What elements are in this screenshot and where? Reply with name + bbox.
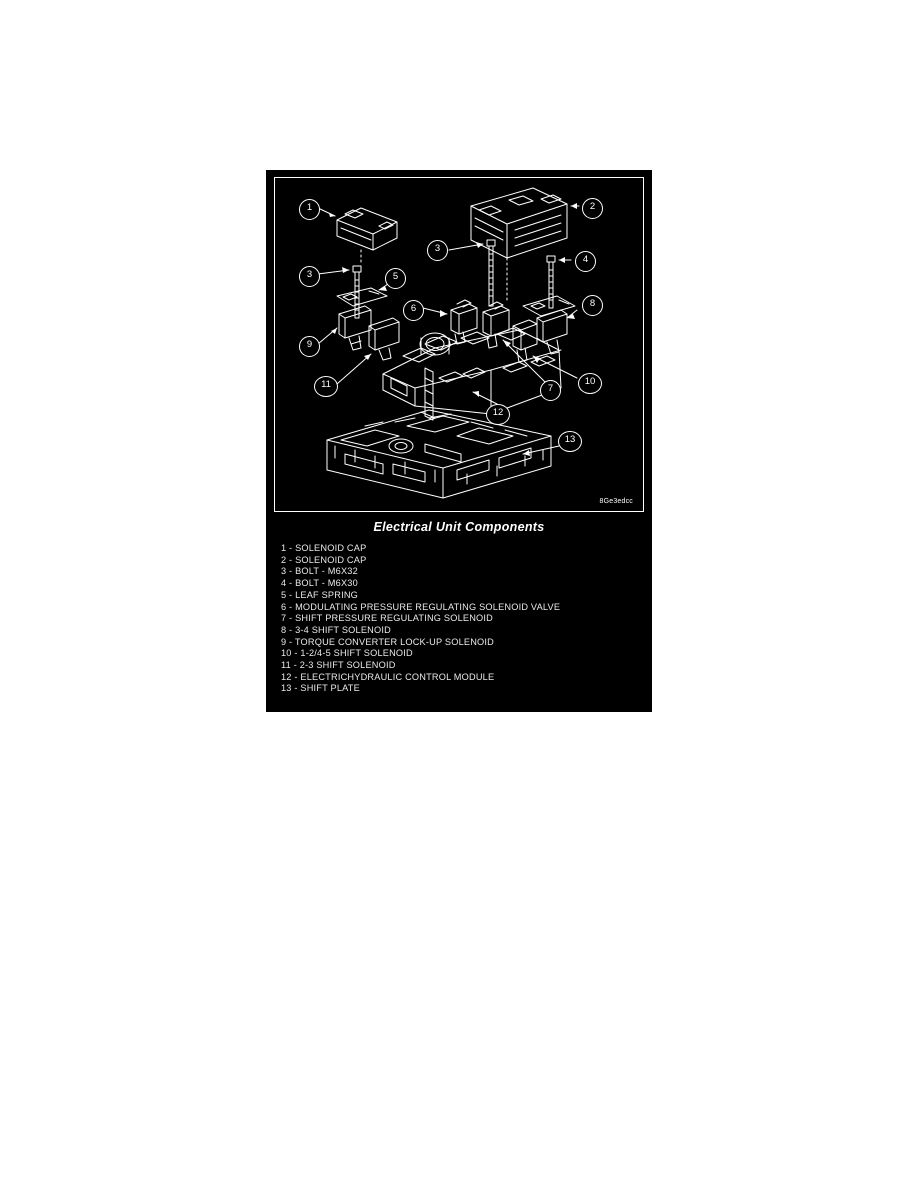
callout-6[interactable]: 6 (403, 300, 424, 321)
callout-3-left[interactable]: 3 (299, 266, 320, 287)
callout-2[interactable]: 2 (582, 198, 603, 219)
illustration-drawing (275, 178, 643, 511)
shift-solenoid-2-3-shape (369, 318, 399, 360)
exploded-view-illustration (274, 177, 644, 512)
callout-9[interactable]: 9 (299, 336, 320, 357)
figure-block (266, 170, 652, 712)
solenoid-cap-2-shape (471, 188, 567, 258)
legend-list (266, 543, 652, 695)
bolt-m6x30-shape (547, 256, 555, 308)
list-item: 12 - ELECTRICHYDRAULIC CONTROL MODULE (281, 671, 495, 682)
callout-3-center[interactable]: 3 (427, 240, 448, 261)
callout-12[interactable]: 12 (486, 404, 510, 425)
leaf-spring-left-shape (337, 288, 387, 306)
callout-8[interactable]: 8 (582, 295, 603, 316)
shift-plate-shape (327, 410, 551, 498)
list-item: 10 - 1-2/4-5 SHIFT SOLENOID (281, 648, 413, 659)
list-item: 6 - MODULATING PRESSURE REGULATING SOLENOID VALVE (281, 601, 561, 612)
shift-solenoid-3-4-shape (537, 310, 567, 354)
figure-code: 8Ge3edcc (599, 498, 633, 505)
list-item: 5 - LEAF SPRING (281, 589, 359, 600)
list-item: 13 - SHIFT PLATE (281, 683, 360, 694)
list-item: 3 - BOLT - M6X32 (281, 566, 358, 577)
callout-13[interactable]: 13 (558, 431, 582, 452)
list-item: 7 - SHIFT PRESSURE REGULATING SOLENOID (281, 613, 493, 624)
callout-5[interactable]: 5 (385, 268, 406, 289)
callout-11[interactable]: 11 (314, 376, 338, 397)
callout-7[interactable]: 7 (540, 380, 561, 401)
list-item: 2 - SOLENOID CAP (281, 554, 367, 565)
electrichydraulic-control-module-shape (383, 328, 561, 420)
solenoid-cap-1-shape (337, 208, 397, 250)
callout-4[interactable]: 4 (575, 251, 596, 272)
callout-1[interactable]: 1 (299, 199, 320, 220)
figure-caption: Electrical Unit Components (373, 520, 545, 534)
list-item: 1 - SOLENOID CAP (281, 543, 367, 553)
callout-10[interactable]: 10 (578, 373, 602, 394)
list-item: 11 - 2-3 SHIFT SOLENOID (281, 660, 396, 671)
list-item: 8 - 3-4 SHIFT SOLENOID (281, 624, 391, 635)
list-item: 9 - TORQUE CONVERTER LOCK-UP SOLENOID (281, 636, 494, 647)
list-item: 4 - BOLT - M6X30 (281, 578, 358, 589)
